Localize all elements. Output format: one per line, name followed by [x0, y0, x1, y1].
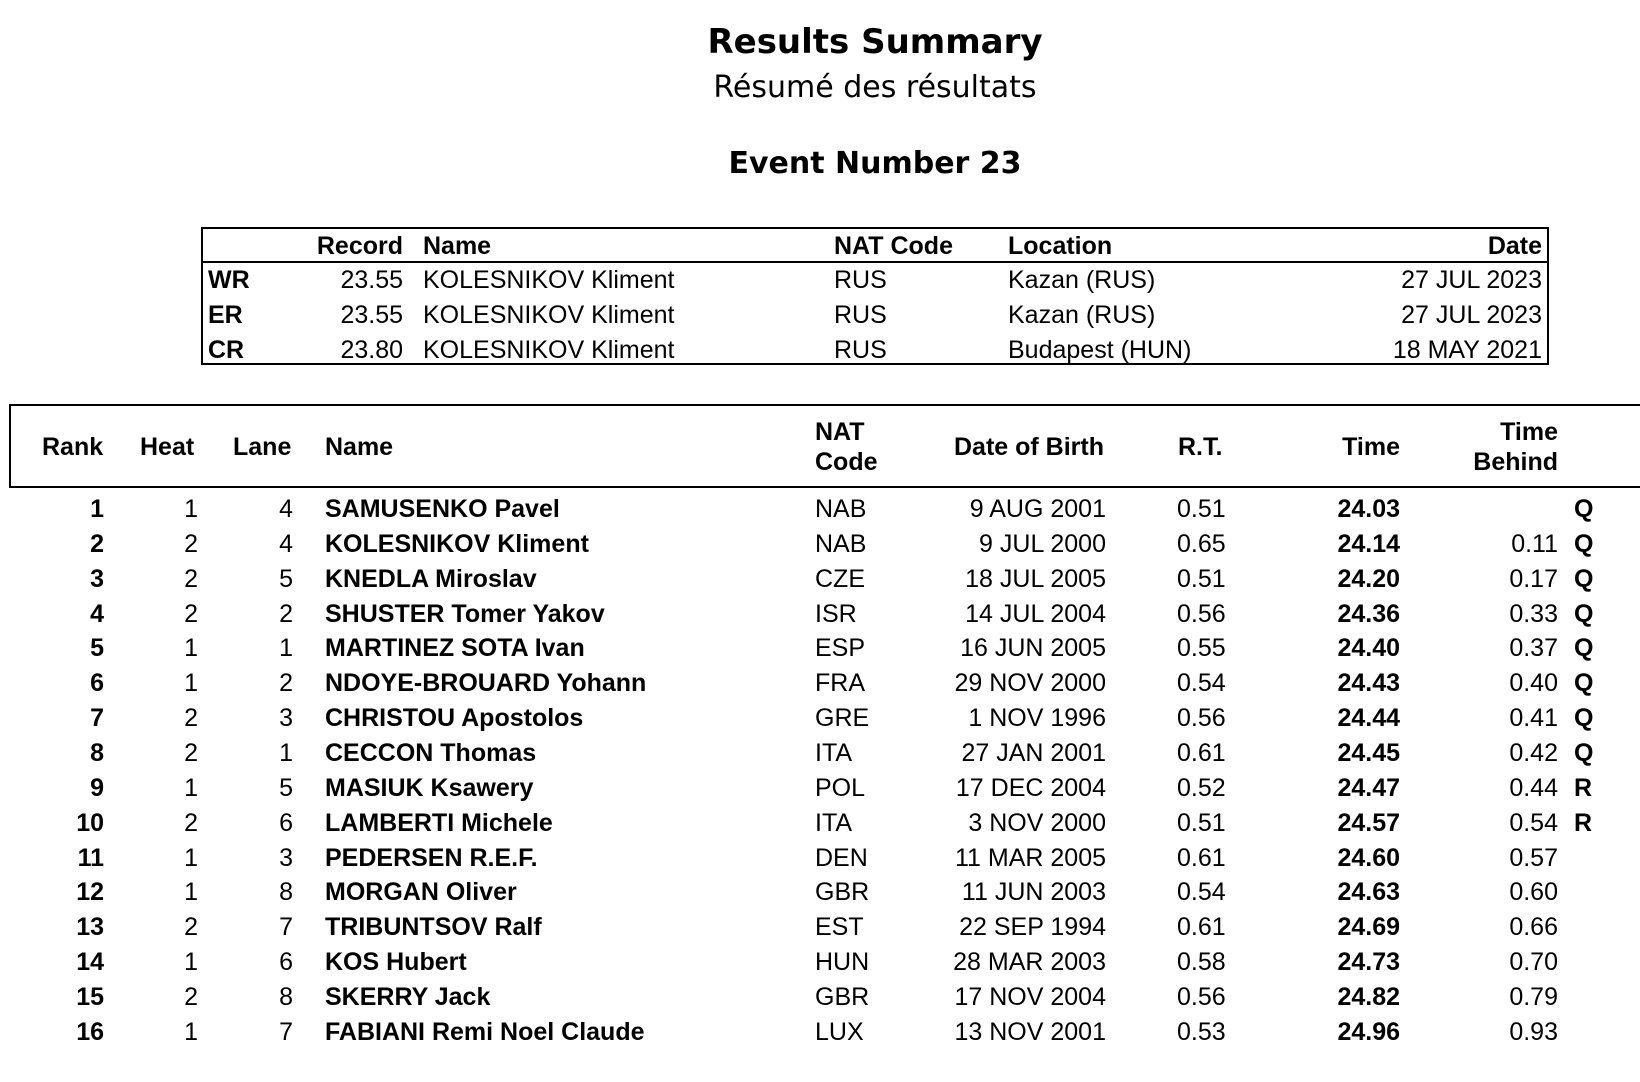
record-holder-name: KOLESNIKOV Kliment [423, 301, 675, 329]
result-time: 24.47 [1337, 773, 1400, 802]
result-dob: 3 NOV 2000 [968, 808, 1106, 837]
result-dob: 9 JUL 2000 [979, 529, 1106, 558]
record-holder-name: KOLESNIKOV Kliment [423, 336, 675, 364]
result-time: 24.14 [1337, 529, 1400, 558]
result-lane: 8 [279, 982, 293, 1011]
result-heat: 2 [184, 529, 198, 558]
result-nat: LUX [815, 1017, 864, 1046]
result-athlete-name: CECCON Thomas [325, 738, 537, 767]
record-date: 27 JUL 2023 [1401, 301, 1542, 329]
result-lane: 2 [279, 599, 293, 628]
result-heat: 2 [184, 599, 198, 628]
result-athlete-name: TRIBUNTSOV Ralf [325, 913, 542, 942]
result-nat: NAB [815, 529, 867, 558]
results-col-rank: Rank [42, 433, 104, 461]
result-reaction-time: 0.56 [1177, 599, 1226, 628]
result-time: 24.44 [1337, 704, 1400, 733]
result-heat: 1 [184, 843, 198, 872]
result-nat: ISR [815, 599, 857, 628]
result-rank: 7 [90, 704, 104, 733]
result-reaction-time: 0.58 [1177, 948, 1226, 977]
result-reaction-time: 0.65 [1177, 529, 1226, 558]
result-qualification: R [1574, 773, 1593, 802]
result-heat: 1 [184, 495, 198, 523]
result-qualification: Q [1574, 495, 1594, 523]
results-col-nat-line1: NAT [815, 418, 865, 446]
result-nat: POL [815, 773, 866, 802]
record-location: Budapest (HUN) [1008, 336, 1192, 364]
result-dob: 18 JUL 2005 [965, 564, 1106, 593]
result-heat: 2 [184, 738, 198, 767]
result-athlete-name: MORGAN Oliver [325, 878, 517, 907]
records-col-name: Name [423, 232, 492, 260]
records-col-record: Record [316, 232, 403, 260]
result-athlete-name: SHUSTER Tomer Yakov [325, 599, 605, 628]
result-heat: 1 [184, 948, 198, 977]
result-qualification: Q [1574, 669, 1594, 698]
result-reaction-time: 0.52 [1177, 773, 1226, 802]
result-heat: 1 [184, 634, 198, 663]
result-dob: 13 NOV 2001 [954, 1017, 1106, 1046]
result-time: 24.69 [1337, 913, 1400, 942]
result-nat: GBR [815, 982, 870, 1011]
result-dob: 29 NOV 2000 [954, 669, 1106, 698]
result-rank: 1 [90, 495, 104, 523]
page-title: Results Summary [707, 22, 1043, 62]
result-qualification: Q [1574, 564, 1594, 593]
result-time: 24.36 [1337, 599, 1400, 628]
result-dob: 28 MAR 2003 [953, 948, 1106, 977]
result-lane: 2 [279, 669, 293, 698]
result-rank: 16 [76, 1017, 104, 1046]
result-dob: 27 JAN 2001 [961, 738, 1106, 767]
result-athlete-name: CHRISTOU Apostolos [325, 704, 584, 733]
result-reaction-time: 0.56 [1177, 982, 1226, 1011]
page-subtitle: Résumé des résultats [713, 70, 1037, 105]
result-dob: 9 AUG 2001 [969, 495, 1106, 523]
result-time-behind: 0.11 [1511, 529, 1558, 558]
results-col-rt: R.T. [1178, 433, 1223, 461]
result-nat: DEN [815, 843, 868, 872]
result-athlete-name: NDOYE-BROUARD Yohann [325, 669, 647, 698]
result-lane: 3 [279, 704, 293, 733]
result-time: 24.60 [1337, 843, 1400, 872]
result-time: 24.96 [1337, 1017, 1400, 1046]
result-lane: 5 [279, 564, 293, 593]
record-location: Kazan (RUS) [1008, 266, 1156, 294]
result-time-behind: 0.54 [1509, 808, 1558, 837]
result-athlete-name: SAMUSENKO Pavel [325, 495, 560, 523]
result-reaction-time: 0.61 [1177, 738, 1226, 767]
result-reaction-time: 0.61 [1177, 913, 1226, 942]
result-time-behind: 0.44 [1509, 773, 1558, 802]
result-lane: 6 [279, 948, 293, 977]
record-type: WR [208, 266, 250, 294]
result-nat: ITA [815, 738, 853, 767]
record-date: 18 MAY 2021 [1392, 336, 1542, 364]
result-time-behind: 0.70 [1509, 948, 1558, 977]
result-heat: 2 [184, 808, 198, 837]
result-rank: 11 [77, 843, 104, 872]
result-athlete-name: KOS Hubert [325, 948, 467, 977]
result-qualification: Q [1574, 634, 1594, 663]
result-heat: 1 [184, 1017, 198, 1046]
result-lane: 7 [279, 913, 293, 942]
record-location: Kazan (RUS) [1008, 301, 1156, 329]
result-reaction-time: 0.51 [1177, 808, 1226, 837]
result-reaction-time: 0.55 [1177, 634, 1226, 663]
record-type: ER [208, 301, 243, 329]
result-dob: 11 JUN 2003 [961, 878, 1106, 907]
results-col-behind-line1: Time [1500, 418, 1558, 446]
result-dob: 16 JUN 2005 [960, 634, 1106, 663]
result-nat: GBR [815, 878, 870, 907]
result-time-behind: 0.42 [1509, 738, 1558, 767]
result-nat: ESP [815, 634, 866, 663]
result-lane: 6 [279, 808, 293, 837]
result-nat: CZE [815, 564, 865, 593]
result-time: 24.45 [1337, 738, 1400, 767]
result-time-behind: 0.79 [1509, 982, 1558, 1011]
records-header-divider [201, 261, 1549, 263]
result-reaction-time: 0.54 [1177, 669, 1226, 698]
event-number: Event Number 23 [728, 146, 1022, 181]
result-rank: 15 [76, 982, 104, 1011]
records-col-date: Date [1487, 232, 1542, 260]
result-lane: 8 [279, 878, 293, 907]
result-qualification: R [1574, 808, 1593, 837]
result-time: 24.57 [1337, 808, 1400, 837]
result-time: 24.63 [1337, 878, 1400, 907]
result-reaction-time: 0.53 [1177, 1017, 1226, 1046]
records-col-nat: NAT Code [834, 232, 953, 260]
result-reaction-time: 0.54 [1177, 878, 1226, 907]
record-value: 23.55 [340, 266, 403, 294]
result-athlete-name: KOLESNIKOV Kliment [325, 529, 589, 558]
record-value: 23.80 [340, 336, 403, 364]
result-time-behind: 0.60 [1509, 878, 1558, 907]
record-holder-name: KOLESNIKOV Kliment [423, 266, 675, 294]
result-rank: 10 [76, 808, 104, 837]
result-nat: ITA [815, 808, 853, 837]
result-lane: 4 [279, 495, 293, 523]
result-reaction-time: 0.61 [1177, 843, 1226, 872]
result-athlete-name: LAMBERTI Michele [325, 808, 553, 837]
result-heat: 1 [184, 669, 198, 698]
result-qualification: Q [1574, 599, 1594, 628]
result-time-behind: 0.41 [1509, 704, 1558, 733]
result-rank: 12 [76, 878, 104, 907]
records-col-location: Location [1008, 232, 1113, 260]
result-rank: 13 [76, 913, 104, 942]
result-time: 24.43 [1337, 669, 1400, 698]
result-nat: NAB [815, 495, 867, 523]
result-reaction-time: 0.51 [1177, 495, 1226, 523]
result-time-behind: 0.17 [1509, 564, 1558, 593]
result-lane: 7 [279, 1017, 293, 1046]
results-col-lane: Lane [233, 433, 292, 461]
record-nat: RUS [834, 266, 887, 294]
result-lane: 5 [279, 773, 293, 802]
result-qualification: Q [1574, 738, 1594, 767]
record-nat: RUS [834, 301, 887, 329]
results-col-behind-line2: Behind [1473, 448, 1558, 476]
result-lane: 4 [279, 529, 293, 558]
result-athlete-name: PEDERSEN R.E.F. [325, 843, 538, 872]
result-dob: 1 NOV 1996 [968, 704, 1106, 733]
result-time-behind: 0.40 [1509, 669, 1558, 698]
result-heat: 1 [184, 878, 198, 907]
result-athlete-name: KNEDLA Miroslav [325, 564, 537, 593]
result-athlete-name: SKERRY Jack [325, 982, 491, 1011]
result-time: 24.40 [1337, 634, 1400, 663]
result-rank: 9 [90, 773, 104, 802]
result-reaction-time: 0.56 [1177, 704, 1226, 733]
result-nat: GRE [815, 704, 870, 733]
result-heat: 2 [184, 704, 198, 733]
result-lane: 1 [279, 634, 293, 663]
result-reaction-time: 0.51 [1177, 564, 1226, 593]
result-time: 24.20 [1337, 564, 1400, 593]
result-rank: 8 [90, 738, 104, 767]
result-athlete-name: MARTINEZ SOTA Ivan [325, 634, 585, 663]
result-dob: 14 JUL 2004 [965, 599, 1106, 628]
result-heat: 1 [184, 773, 198, 802]
result-nat: EST [815, 913, 864, 942]
result-time-behind: 0.93 [1509, 1017, 1558, 1046]
result-rank: 4 [90, 599, 104, 628]
result-nat: HUN [815, 948, 870, 977]
result-athlete-name: FABIANI Remi Noel Claude [325, 1017, 645, 1046]
record-value: 23.55 [340, 301, 403, 329]
result-lane: 1 [279, 738, 293, 767]
result-time-behind: 0.33 [1509, 599, 1558, 628]
result-qualification: Q [1574, 704, 1594, 733]
result-heat: 2 [184, 564, 198, 593]
results-col-nat-line2: Code [815, 448, 878, 476]
record-type: CR [208, 336, 245, 364]
result-lane: 3 [279, 843, 293, 872]
results-col-name: Name [325, 433, 394, 461]
result-time-behind: 0.57 [1509, 843, 1558, 872]
result-dob: 17 DEC 2004 [955, 773, 1106, 802]
result-time-behind: 0.37 [1509, 634, 1558, 663]
result-time: 24.82 [1337, 982, 1400, 1011]
result-dob: 17 NOV 2004 [954, 982, 1106, 1011]
result-dob: 22 SEP 1994 [959, 913, 1106, 942]
result-dob: 11 MAR 2005 [954, 843, 1106, 872]
result-time-behind: 0.66 [1509, 913, 1558, 942]
result-nat: FRA [815, 669, 865, 698]
result-heat: 2 [184, 982, 198, 1011]
results-col-dob: Date of Birth [954, 433, 1104, 461]
result-rank: 14 [76, 948, 104, 977]
result-rank: 6 [90, 669, 104, 698]
result-rank: 5 [90, 634, 104, 663]
results-col-time: Time [1342, 433, 1400, 461]
result-qualification: Q [1574, 529, 1594, 558]
result-athlete-name: MASIUK Ksawery [325, 773, 534, 802]
results-col-heat: Heat [140, 433, 195, 461]
result-rank: 3 [90, 564, 104, 593]
result-time: 24.03 [1337, 495, 1400, 523]
result-rank: 2 [90, 529, 104, 558]
record-nat: RUS [834, 336, 887, 364]
result-heat: 2 [184, 913, 198, 942]
result-time: 24.73 [1337, 948, 1400, 977]
record-date: 27 JUL 2023 [1401, 266, 1542, 294]
